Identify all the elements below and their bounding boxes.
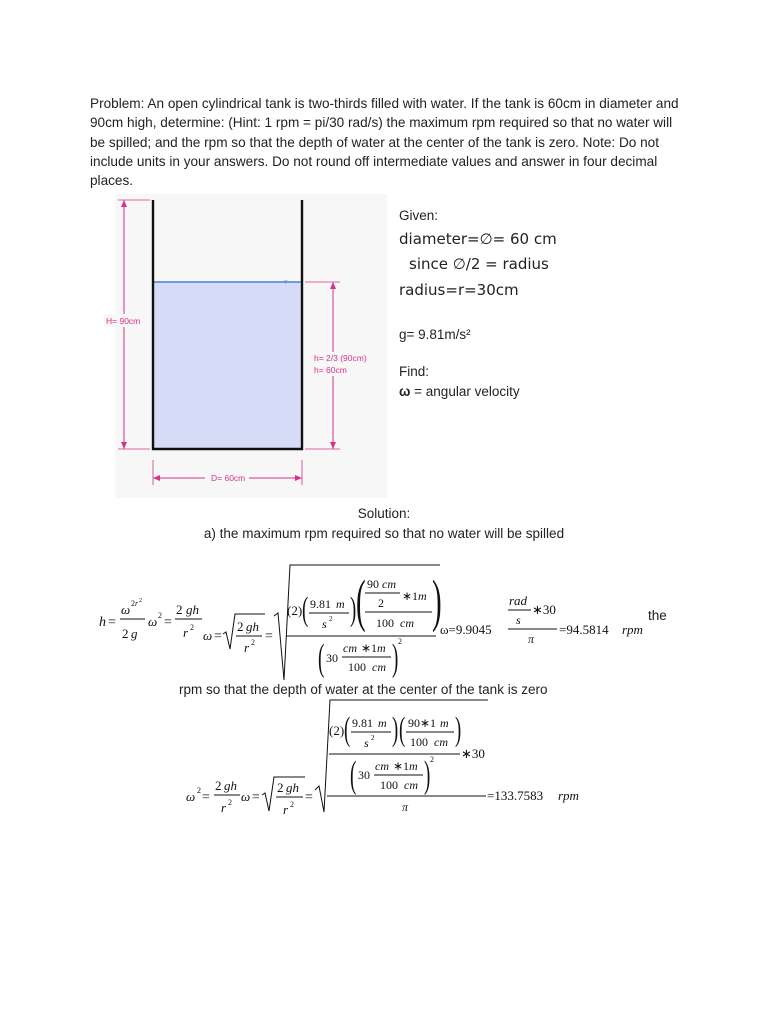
svg-text:∗1: ∗1	[393, 759, 410, 773]
svg-text:): )	[432, 568, 442, 633]
omega-symbol: ω	[399, 384, 411, 399]
svg-text:2: 2	[139, 598, 142, 604]
omega-text: = angular velocity	[410, 384, 520, 399]
svg-text:(: (	[344, 710, 351, 748]
svg-text:(: (	[350, 754, 357, 796]
svg-text:r: r	[221, 800, 227, 815]
find-omega	[399, 384, 520, 399]
svg-text:(: (	[302, 590, 309, 628]
solution-part-b: rpm so that the depth of water at the center of the tank is zero	[179, 682, 548, 697]
svg-text:∗30: ∗30	[532, 602, 556, 617]
svg-text:m: m	[378, 716, 387, 730]
svg-text:2: 2	[398, 637, 402, 646]
H-label: H= 90cm	[106, 316, 141, 326]
svg-text:2: 2	[329, 615, 333, 623]
svg-text:cm: cm	[372, 660, 386, 674]
svg-text:=: =	[265, 629, 273, 644]
svg-text:2: 2	[176, 602, 183, 617]
svg-text:∗1: ∗1	[402, 589, 419, 603]
svg-text:cm: cm	[434, 735, 448, 749]
svg-text:100: 100	[348, 660, 366, 674]
solution-part-a: a) the maximum rpm required so that no water will be spilled	[203, 526, 565, 541]
svg-text:): )	[391, 710, 399, 748]
svg-text:2: 2	[215, 778, 222, 793]
svg-text:ω: ω	[148, 614, 158, 629]
svg-text:cm: cm	[382, 577, 396, 591]
given-label: Given:	[399, 208, 439, 223]
svg-text:(: (	[356, 568, 366, 633]
svg-text:100: 100	[410, 735, 428, 749]
svg-text:cm: cm	[400, 616, 414, 630]
equation-b	[186, 700, 579, 817]
problem-statement: Problem: An open cylindrical tank is two-thirds filled with water. If the tank is 60cm in diameter and 90cm high, determine: (Hint: 1 rpm = pi/30 rad/s) the maximum rpm required so that no water will be spilled; and the rpm so that the depth of water at the center of the tank is zero. Note: Do not include units in your answers. Do not round off intermediate values and answer in four decimal places.	[90, 96, 679, 189]
svg-text:90: 90	[367, 577, 379, 591]
h-label-2: h= 60cm	[314, 365, 347, 375]
svg-text:m: m	[409, 759, 418, 773]
svg-text:2: 2	[290, 800, 294, 809]
svg-text:(2): (2)	[287, 603, 303, 618]
svg-text:ω: ω	[241, 789, 251, 804]
water-level-symbol: ▿	[284, 278, 288, 286]
svg-text:2: 2	[237, 619, 244, 634]
svg-text:2: 2	[228, 798, 232, 807]
rpm-unit-a: rpm	[622, 622, 643, 637]
answer-a-rpm: =94.5814	[559, 622, 609, 637]
svg-text:=: =	[214, 629, 222, 644]
svg-text:gh: gh	[286, 780, 299, 795]
svg-text:r: r	[135, 599, 139, 608]
svg-text:r: r	[244, 640, 250, 655]
svg-text:2: 2	[378, 596, 384, 610]
svg-text:2: 2	[158, 611, 162, 620]
svg-text:(: (	[399, 710, 406, 748]
svg-text:=: =	[202, 790, 210, 805]
svg-text:cm: cm	[343, 641, 357, 655]
svg-text:g: g	[131, 626, 138, 641]
answer-b-rpm: =133.7583	[487, 788, 544, 803]
svg-text:30: 30	[358, 768, 370, 782]
svg-text:2: 2	[131, 599, 135, 608]
water-fill	[153, 282, 302, 449]
svg-text:gh: gh	[186, 602, 199, 617]
svg-text:m: m	[336, 597, 345, 611]
svg-text:∗30: ∗30	[461, 746, 485, 761]
svg-text:=: =	[164, 615, 172, 630]
svg-text:ω: ω	[121, 602, 131, 617]
svg-text:(: (	[318, 637, 325, 679]
the-word: the	[648, 608, 667, 623]
svg-text:=: =	[108, 615, 116, 630]
svg-text:s: s	[364, 736, 369, 750]
answer-a-omega: ω=9.9045	[440, 622, 492, 637]
svg-text:2: 2	[430, 755, 434, 764]
svg-text:h: h	[99, 615, 106, 630]
svg-text:=: =	[305, 790, 313, 805]
svg-text:9.81: 9.81	[310, 597, 331, 611]
svg-text:m: m	[440, 716, 449, 730]
svg-text:r: r	[283, 802, 289, 817]
svg-text:100: 100	[380, 778, 398, 792]
svg-text:ω: ω	[203, 628, 213, 643]
given-gravity: g= 9.81m/s²	[399, 327, 471, 342]
svg-text:s: s	[322, 617, 327, 631]
svg-text:2: 2	[197, 786, 201, 795]
svg-text:9.81: 9.81	[352, 716, 373, 730]
rpm-unit-b: rpm	[558, 788, 579, 803]
svg-text:2: 2	[277, 780, 284, 795]
svg-text:): )	[350, 590, 357, 628]
svg-text:gh: gh	[246, 619, 259, 634]
svg-text:π: π	[528, 632, 535, 646]
solution-title: Solution:	[357, 506, 411, 521]
given-since: since ∅/2 = radius	[409, 255, 549, 273]
svg-text:2: 2	[251, 638, 255, 647]
svg-text:ω: ω	[186, 789, 196, 804]
svg-text:(2): (2)	[329, 723, 345, 738]
svg-text:90∗1: 90∗1	[408, 716, 437, 730]
svg-text:r: r	[183, 625, 189, 640]
svg-text:m: m	[377, 641, 386, 655]
svg-text:2: 2	[371, 734, 375, 742]
svg-text:gh: gh	[224, 778, 237, 793]
svg-text:s: s	[516, 613, 521, 627]
svg-text:): )	[455, 710, 462, 748]
h-label-1: h= 2/3 (90cm)	[314, 353, 367, 363]
given-radius: radius=r=30cm	[399, 281, 519, 299]
svg-text:m: m	[418, 589, 427, 603]
svg-text:): )	[424, 754, 431, 796]
svg-text:cm: cm	[375, 759, 389, 773]
svg-text:2: 2	[190, 623, 194, 632]
svg-text:30: 30	[326, 651, 338, 665]
svg-text:∗1: ∗1	[361, 641, 378, 655]
svg-text:cm: cm	[404, 778, 418, 792]
svg-text:): )	[392, 637, 399, 679]
given-diameter: diameter=∅= 60 cm	[399, 230, 557, 248]
find-label: Find:	[399, 364, 430, 379]
svg-text:100: 100	[376, 616, 394, 630]
svg-text:rad: rad	[509, 593, 528, 608]
equation-a	[99, 565, 643, 680]
svg-text:π: π	[402, 800, 409, 814]
svg-text:2: 2	[122, 626, 129, 641]
svg-text:=: =	[252, 790, 260, 805]
D-label: D= 60cm	[211, 473, 246, 483]
